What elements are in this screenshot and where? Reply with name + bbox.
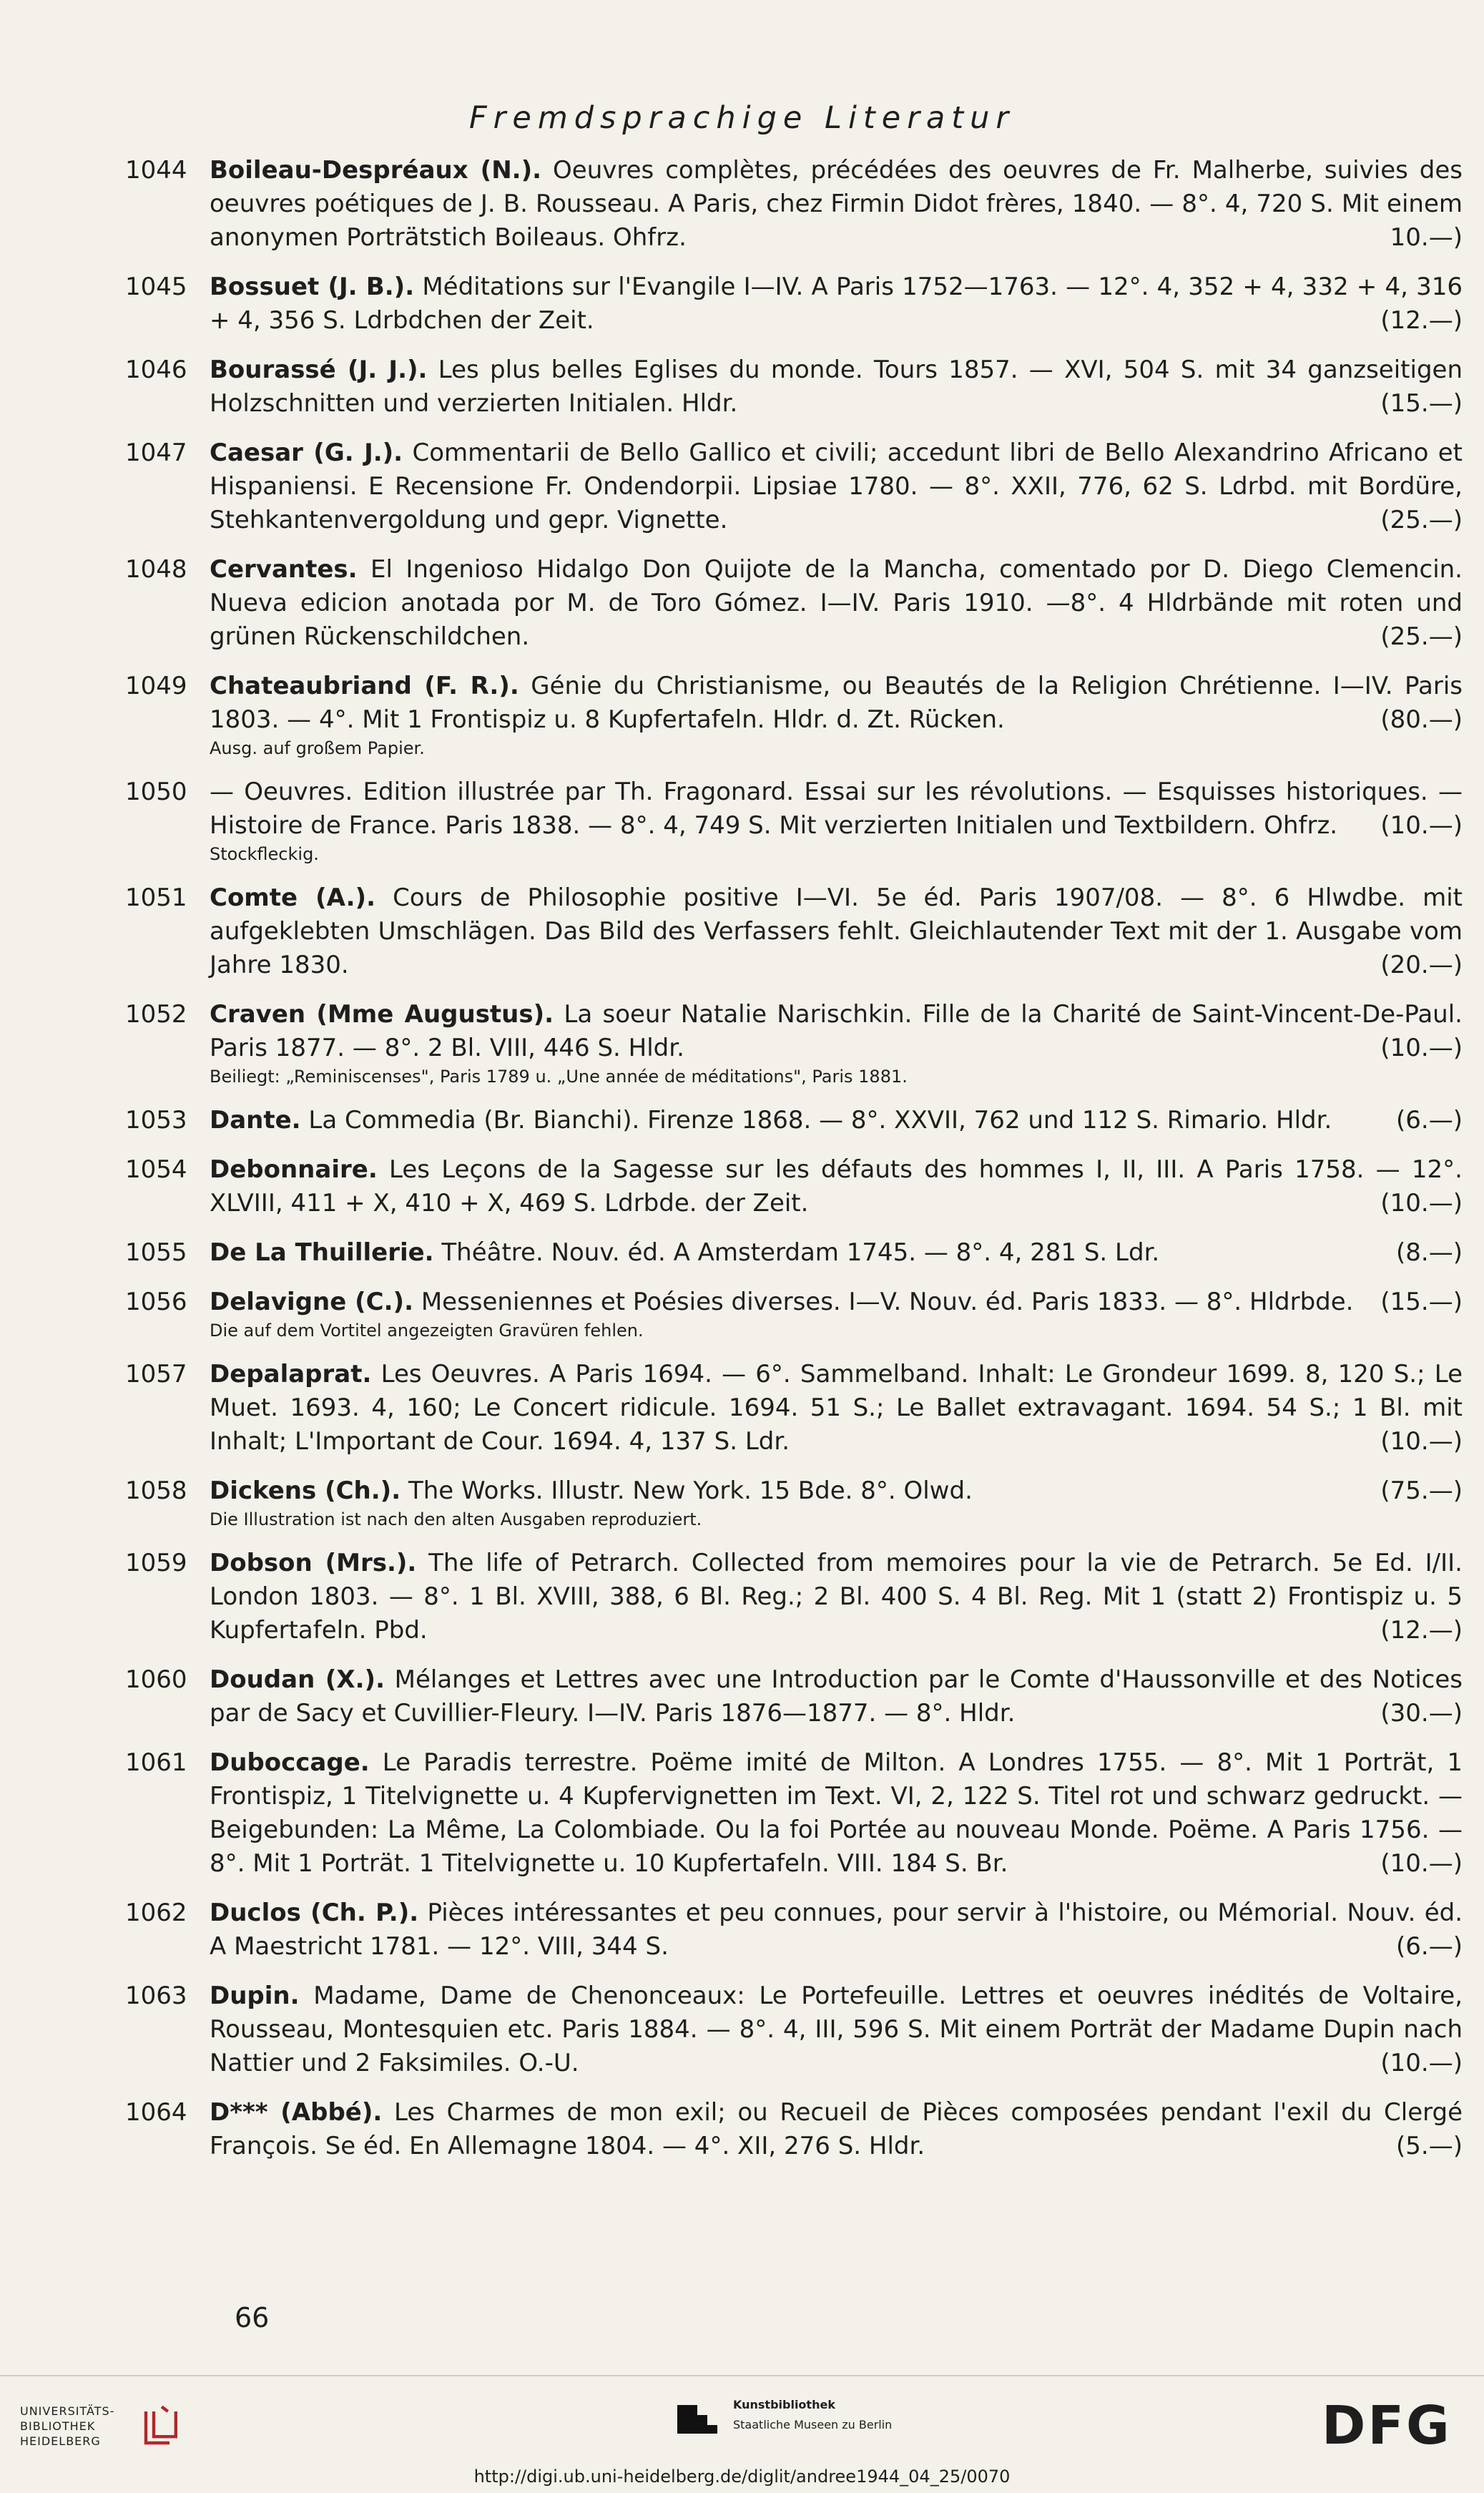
entry-description: Commentarii de Bello Gallico et civili; accedunt libri de Bello Alexandrino Africano et Hispaniensi. E Recensione Fr. Ondendorpii. Lipsiae 1780. — 8°. XXII, 776, 62 S. Ldrbd. mit Bordüre, Stehkantenvergoldung und gepr. Vignette. [210, 439, 1463, 534]
entry-price: (8.—) [1396, 1238, 1463, 1267]
entry-author: Dante. [210, 1106, 301, 1135]
entry-text [210, 553, 1463, 654]
entry-price: (25.—) [1380, 622, 1463, 651]
entry-body [210, 1358, 1463, 1459]
entry-body [210, 775, 1463, 866]
entry-body [210, 1547, 1463, 1647]
catalog-entry [125, 1979, 1463, 2080]
entry-body [210, 1285, 1463, 1342]
entry-text [210, 1153, 1463, 1220]
entry-description: Messeniennes et Poésies diverses. I—V. Nouv. éd. Paris 1833. — 8°. Hldrbde. [421, 1288, 1354, 1316]
ub-logo-text [20, 2404, 114, 2449]
catalog-entry [125, 270, 1463, 338]
entry-author: Dickens (Ch.). [210, 1476, 401, 1505]
entry-author: Dobson (Mrs.). [210, 1549, 417, 1577]
entry-price: (6.—) [1396, 1106, 1463, 1135]
footer [0, 2375, 1484, 2493]
entry-text [210, 1236, 1463, 1270]
entry-author: Chateaubriand (F. R.). [210, 672, 519, 700]
entry-price: (10.—) [1380, 1034, 1463, 1062]
entry-text [210, 436, 1463, 537]
entry-description: The life of Petrarch. Collected from memoires pour la vie de Petrarch. 5e Ed. I/II. London 1803. — 8°. 1 Bl. XVIII, 388, 6 Bl. Reg.; 2 Bl. 400 S. 4 Bl. Reg. Mit 1 (statt 2) Frontispiz u. 5 Kupfertafeln. Pbd. [210, 1549, 1463, 1645]
entry-body [210, 670, 1463, 760]
source-url[interactable]: http://digi.ub.uni-heidelberg.de/diglit/andree1944_04_25/0070 [473, 2467, 1011, 2487]
entry-note: Die auf dem Vortitel angezeigten Gravüren fehlen. [210, 1321, 644, 1341]
entry-number: 1048 [125, 555, 187, 584]
entry-price: (20.—) [1380, 951, 1463, 979]
entry-author: Cervantes. [210, 555, 358, 584]
entry-body [210, 1746, 1463, 1881]
entry-text [210, 1104, 1463, 1137]
entry-text [210, 775, 1463, 843]
entry-price: (10.—) [1380, 2049, 1463, 2077]
entry-price: 10.—) [1390, 223, 1463, 252]
entry-author: Doudan (X.). [210, 1665, 385, 1694]
entry-price: (75.—) [1380, 1476, 1463, 1505]
catalog-entries [125, 154, 1463, 2179]
entry-note: Beiliegt: „Reminiscenses", Paris 1789 u. „Une année de méditations", Paris 1881. [210, 1067, 908, 1087]
entry-body [210, 1474, 1463, 1531]
entry-number: 1049 [125, 672, 187, 700]
entry-number: 1047 [125, 439, 187, 467]
catalog-entry [125, 1746, 1463, 1881]
page-number: 66 [235, 2302, 270, 2333]
entry-number: 1063 [125, 1982, 187, 2010]
entry-price: (10.—) [1380, 1189, 1463, 1218]
ub-logo-line: UNIVERSITÄTS- [20, 2404, 115, 2418]
ub-logo-line: BIBLIOTHEK [20, 2419, 96, 2433]
entry-number: 1057 [125, 1360, 187, 1388]
entry-text [210, 1896, 1463, 1964]
entry-author: Boileau-Despréaux (N.). [210, 156, 542, 185]
entry-author: Caesar (G. J.). [210, 439, 403, 467]
catalog-entry [125, 353, 1463, 421]
entry-note: Stockfleckig. [210, 844, 319, 864]
entry-price: (10.—) [1380, 811, 1463, 840]
entry-description: Les plus belles Eglises du monde. Tours 1857. — XVI, 504 S. mit 34 ganzseitigen Holzschnitten und verzierten Initialen. Hldr. [210, 356, 1463, 418]
kunstbibliothek-emblem-icon [676, 2402, 719, 2435]
entry-description: Pièces intéressantes et peu connues, pour servir à l'histoire, ou Mémorial. Nouv. éd. A Maestricht 1781. — 12°. VIII, 344 S. [210, 1899, 1463, 1961]
catalog-entry [125, 553, 1463, 654]
entry-body [210, 436, 1463, 537]
entry-text [210, 1979, 1463, 2080]
entry-author: D*** (Abbé). [210, 2098, 383, 2127]
entry-body [210, 1104, 1463, 1137]
catalog-entry [125, 436, 1463, 537]
entry-body [210, 998, 1463, 1088]
entry-text [210, 998, 1463, 1065]
entry-number: 1046 [125, 356, 187, 384]
entry-author: Bossuet (J. B.). [210, 273, 415, 301]
entry-price: (10.—) [1380, 1427, 1463, 1456]
catalog-entry [125, 1285, 1463, 1342]
entry-description: Cours de Philosophie positive I—VI. 5e éd. Paris 1907/08. — 8°. 6 Hlwdbe. mit aufgeklebten Umschlägen. Das Bild des Verfassers fehlt. Gleichlautender Text mit der 1. Ausgabe vom Jahre 1830. [210, 883, 1463, 979]
entry-number: 1050 [125, 778, 187, 806]
catalog-entry [125, 154, 1463, 255]
entry-price: (6.—) [1396, 1932, 1463, 1961]
entry-price: (5.—) [1396, 2132, 1463, 2160]
entry-body [210, 154, 1463, 255]
entry-price: (25.—) [1380, 506, 1463, 534]
entry-author: Dupin. [210, 1982, 300, 2010]
catalog-entry [125, 1474, 1463, 1531]
entry-description: Génie du Christianisme, ou Beautés de la Religion Chrétienne. I—IV. Paris 1803. — 4°. Mit 1 Frontispiz u. 8 Kupfertafeln. Hldr. d. Zt. Rücken. [210, 672, 1463, 734]
catalog-entry [125, 1547, 1463, 1647]
catalog-entry [125, 1153, 1463, 1220]
dfg-logo[interactable]: DFG [1322, 2395, 1452, 2457]
entry-author: Debonnaire. [210, 1155, 378, 1184]
entry-body [210, 2096, 1463, 2163]
entry-number: 1059 [125, 1549, 187, 1577]
ub-emblem-icon [138, 2404, 185, 2451]
kb-title: Kunstbibliothek [733, 2398, 835, 2411]
catalog-entry [125, 1358, 1463, 1459]
entry-text [210, 1663, 1463, 1730]
entry-number: 1054 [125, 1155, 187, 1184]
entry-text [210, 1285, 1463, 1319]
entry-number: 1053 [125, 1106, 187, 1135]
kb-subtitle: Staatliche Museen zu Berlin [733, 2418, 893, 2431]
entry-body [210, 1663, 1463, 1730]
entry-note: Die Illustration ist nach den alten Ausgaben reproduziert. [210, 1509, 702, 1529]
entry-description: Madame, Dame de Chenonceaux: Le Portefeuille. Lettres et oeuvres inédités de Voltaire, Rousseau, Montesquien etc. Paris 1884. — 8°. 4, III, 596 S. Mit einem Porträt der Madame Dupin nach Nattier und 2 Faksimiles. O.-U. [210, 1982, 1463, 2077]
catalog-entry [125, 775, 1463, 866]
entry-author: Duclos (Ch. P.). [210, 1899, 419, 1927]
entry-price: (12.—) [1380, 306, 1463, 335]
entry-note: Ausg. auf großem Papier. [210, 738, 425, 758]
entry-body [210, 1236, 1463, 1270]
entry-number: 1045 [125, 273, 187, 301]
entry-text [210, 881, 1463, 982]
catalog-entry [125, 998, 1463, 1088]
entry-author: Comte (A.). [210, 883, 376, 912]
entry-description: Oeuvres complètes, précédées des oeuvres de Fr. Malherbe, suivies des oeuvres poétiques de J. B. Rousseau. A Paris, chez Firmin Didot frères, 1840. — 8°. 4, 720 S. Mit einem anonymen Porträtstich Boileaus. Ohfrz. [210, 156, 1463, 252]
entry-author: De La Thuillerie. [210, 1238, 434, 1267]
entry-number: 1060 [125, 1665, 187, 1694]
entry-description: The Works. Illustr. New York. 15 Bde. 8°. Olwd. [408, 1476, 973, 1505]
entry-number: 1061 [125, 1748, 187, 1777]
entry-description: Méditations sur l'Evangile I—IV. A Paris 1752—1763. — 12°. 4, 352 + 4, 332 + 4, 316 + 4, 356 S. Ldrbdchen der Zeit. [210, 273, 1463, 335]
entry-description: La soeur Natalie Narischkin. Fille de la Charité de Saint-Vincent-De-Paul. Paris 1877. — 8°. 2 Bl. VIII, 446 S. Hldr. [210, 1000, 1463, 1062]
catalog-entry [125, 1896, 1463, 1964]
entry-price: (15.—) [1380, 1288, 1463, 1316]
entry-number: 1052 [125, 1000, 187, 1029]
catalog-entry [125, 1236, 1463, 1270]
entry-text [210, 670, 1463, 737]
entry-number: 1064 [125, 2098, 187, 2127]
entry-text [210, 2096, 1463, 2163]
entry-text [210, 1746, 1463, 1881]
entry-number: 1051 [125, 883, 187, 912]
entry-price: (30.—) [1380, 1699, 1463, 1728]
entry-price: (12.—) [1380, 1616, 1463, 1645]
entry-text [210, 353, 1463, 421]
entry-description: Les Charmes de mon exil; ou Recueil de Pièces composées pendant l'exil du Clergé François. Se éd. En Allemagne 1804. — 4°. XII, 276 S. Hldr. [210, 2098, 1463, 2160]
entry-body [210, 270, 1463, 338]
entry-text [210, 270, 1463, 338]
catalog-entry [125, 2096, 1463, 2163]
entry-description: Les Oeuvres. A Paris 1694. — 6°. Sammelband. Inhalt: Le Grondeur 1699. 8, 120 S.; Le Muet. 1693. 4, 160; Le Concert ridicule. 1694. 51 S.; Le Ballet extravagant. 1694. 54 S.; 1 Bl. mit Inhalt; L'Important de Cour. 1694. 4, 137 S. Ldr. [210, 1360, 1463, 1456]
entry-number: 1062 [125, 1899, 187, 1927]
ub-logo-line: HEIDELBERG [20, 2434, 101, 2448]
entry-body [210, 1153, 1463, 1220]
entry-number: 1056 [125, 1288, 187, 1316]
entry-number: 1058 [125, 1476, 187, 1505]
entry-author: Depalaprat. [210, 1360, 372, 1388]
entry-text [210, 1547, 1463, 1647]
entry-price: (80.—) [1380, 705, 1463, 734]
entry-author: Delavigne (C.). [210, 1288, 413, 1316]
entry-author: Duboccage. [210, 1748, 370, 1777]
catalog-entry [125, 1104, 1463, 1137]
entry-author: Craven (Mme Augustus). [210, 1000, 554, 1029]
catalog-entry [125, 670, 1463, 760]
entry-price: (10.—) [1380, 1849, 1463, 1878]
page-header: Fremdsprachige Literatur [468, 100, 1016, 136]
entry-text [210, 1358, 1463, 1459]
entry-description: Théâtre. Nouv. éd. A Amsterdam 1745. — 8°. 4, 281 S. Ldr. [441, 1238, 1160, 1267]
entry-description: El Ingenioso Hidalgo Don Quijote de la Mancha, comentado por D. Diego Clemencin. Nueva edicion anotada por M. de Toro Gómez. I—IV. Paris 1910. —8°. 4 Hldrbände mit roten und grünen Rückenschildchen. [210, 555, 1463, 651]
entry-price: (15.—) [1380, 389, 1463, 418]
entry-description: Le Paradis terrestre. Poëme imité de Milton. A Londres 1755. — 8°. Mit 1 Porträt, 1 Frontispiz, 1 Titelvignette u. 4 Kupfervignetten im Text. VI, 2, 122 S. Titel rot und schwarz gedruckt. — Beigebunden: La Même, La Colombiade. Ou la foi Portée au nouveau Monde. Poëme. A Paris 1756. — 8°. Mit 1 Porträt. 1 Titelvignette u. 10 Kupfertafeln. VIII. 184 S. Br. [210, 1748, 1463, 1878]
entry-description: — Oeuvres. Edition illustrée par Th. Fragonard. Essai sur les révolutions. — Esquisses historiques. — Histoire de France. Paris 1838. — 8°. 4, 749 S. Mit verzierten Initialen und Textbildern. Ohfrz. [210, 778, 1463, 840]
entry-text [210, 154, 1463, 255]
entry-description: La Commedia (Br. Bianchi). Firenze 1868. — 8°. XXVII, 762 und 112 S. Rimario. Hldr. [308, 1106, 1332, 1135]
entry-author: Bourassé (J. J.). [210, 356, 428, 384]
entry-text [210, 1474, 1463, 1508]
catalog-entry [125, 1663, 1463, 1730]
footer-divider [0, 2375, 1484, 2376]
catalog-entry [125, 881, 1463, 982]
entry-body [210, 1896, 1463, 1964]
entry-description: Mélanges et Lettres avec une Introduction par le Comte d'Haussonville et des Notices par de Sacy et Cuvillier-Fleury. I—IV. Paris 1876—1877. — 8°. Hldr. [210, 1665, 1463, 1728]
entry-number: 1055 [125, 1238, 187, 1267]
entry-body [210, 1979, 1463, 2080]
entry-body [210, 553, 1463, 654]
entry-body [210, 881, 1463, 982]
entry-number: 1044 [125, 156, 187, 185]
entry-body [210, 353, 1463, 421]
entry-description: Les Leçons de la Sagesse sur les défauts des hommes I, II, III. A Paris 1758. — 12°. XLVIII, 411 + X, 410 + X, 469 S. Ldrbde. der Zeit. [210, 1155, 1463, 1218]
